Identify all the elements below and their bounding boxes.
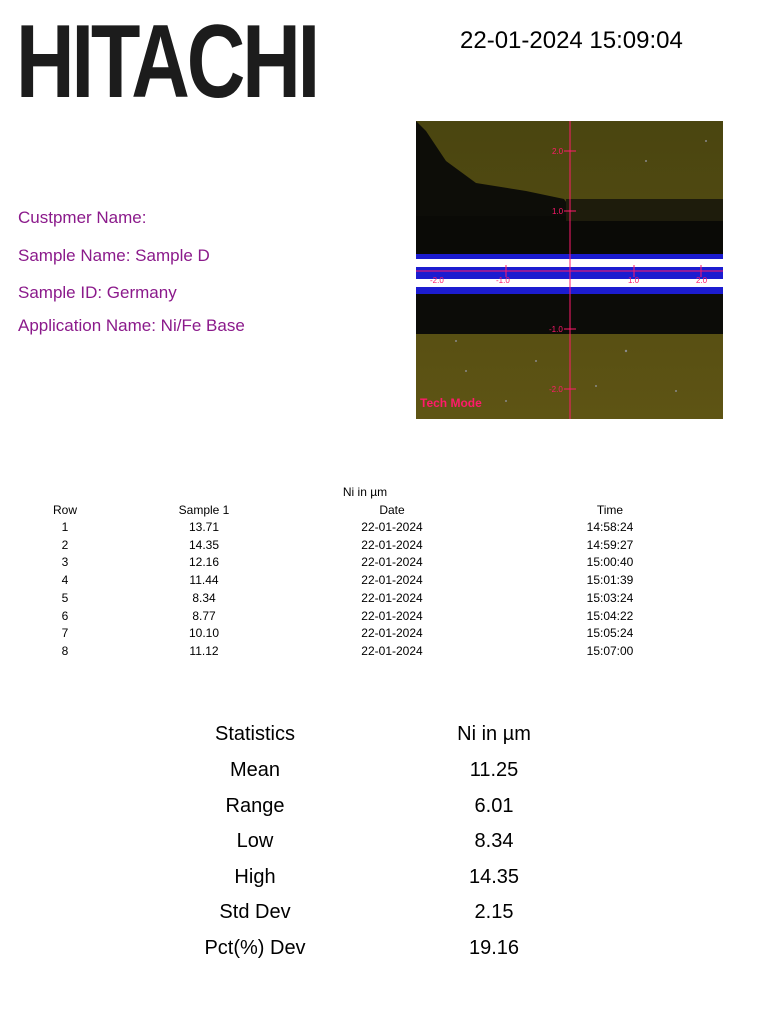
sample-id: Sample ID: Germany [18, 283, 177, 302]
table-cell: 22-01-2024 [361, 537, 423, 552]
table-row-number: 8 [61, 643, 69, 658]
table-cell: 22-01-2024 [361, 555, 423, 570]
table-row-number: 1 [61, 520, 69, 534]
table-row-number: 2 [61, 537, 69, 552]
table-cell: 13.71 [188, 520, 220, 534]
table-cell: 22-01-2024 [361, 626, 423, 641]
stat-value: 2.15 [474, 901, 514, 924]
sample-name: Sample Name: Sample D [18, 246, 210, 265]
stat-value: 19.16 [468, 937, 520, 959]
report-datetime: 22-01-2024 15:09:04 [460, 27, 683, 54]
table-cell: 11.44 [189, 573, 219, 588]
table-cell: 14.35 [188, 537, 220, 552]
stats-header-label: Statistics [214, 723, 296, 745]
customer-name: Custpmer Name: [18, 208, 147, 227]
table-row-number: 6 [61, 608, 69, 623]
scale-label: 2.0 [696, 276, 708, 285]
column-header-row: Row [52, 503, 78, 517]
column-header-sample: Sample 1 [178, 503, 230, 517]
table-row-number: 4 [61, 573, 69, 588]
scale-label: -1.0 [496, 276, 510, 285]
scale-label: 1.0 [628, 276, 640, 285]
table-group-header: Ni in µm [342, 485, 388, 499]
table-row-number: 7 [61, 626, 69, 641]
column-header-date: Date [379, 503, 405, 517]
table-row-number: 5 [61, 590, 69, 605]
stat-value: 14.35 [468, 865, 520, 888]
scale-label: -2.0 [430, 276, 444, 285]
stat-label: Mean [229, 759, 281, 781]
stat-label: High [234, 865, 276, 888]
hitachi-logo: HITACHI [16, 4, 318, 120]
stat-value: 6.01 [474, 794, 514, 817]
table-cell: 15:03:24 [586, 590, 634, 605]
stat-value: 11.25 [469, 759, 519, 781]
table-cell: 15:04:22 [586, 608, 634, 623]
table-cell: 22-01-2024 [361, 590, 423, 605]
table-cell: 14:58:24 [586, 520, 634, 534]
scale-label: -2.0 [549, 385, 563, 394]
table-cell: 10.10 [188, 626, 220, 641]
stats-header-unit: Ni in µm [457, 723, 531, 745]
table-cell: 22-01-2024 [361, 520, 423, 534]
stat-label: Std Dev [219, 901, 291, 924]
scale-label: 1.0 [552, 207, 564, 216]
table-cell: 8.77 [192, 608, 216, 623]
table-cell: 22-01-2024 [361, 573, 423, 588]
stat-value: 8.34 [474, 830, 514, 853]
micro-dark-band-right [566, 199, 723, 221]
column-header-time: Time [596, 503, 624, 517]
table-row-number: 3 [61, 555, 69, 570]
table-cell: 22-01-2024 [361, 608, 423, 623]
cross-section-micrograph [416, 121, 723, 419]
table-cell: 8.34 [192, 590, 216, 605]
tech-mode-label: Tech Mode [420, 396, 482, 410]
table-cell: 14:59:27 [586, 537, 634, 552]
stat-label: Pct(%) Dev [204, 937, 306, 959]
table-cell: 15:01:39 [586, 573, 634, 588]
table-cell: 15:07:00 [586, 643, 634, 658]
table-cell: 12.16 [188, 555, 220, 570]
table-cell: 22-01-2024 [361, 643, 423, 658]
table-cell: 15:00:40 [586, 555, 634, 570]
stat-label: Low [236, 830, 274, 853]
application-name: Application Name: Ni/Fe Base [18, 316, 245, 335]
stat-label: Range [225, 794, 285, 817]
scale-label: 2.0 [552, 147, 564, 156]
table-cell: 15:05:24 [586, 626, 634, 641]
scale-label: -1.0 [549, 325, 563, 334]
table-cell: 11.12 [189, 643, 219, 658]
